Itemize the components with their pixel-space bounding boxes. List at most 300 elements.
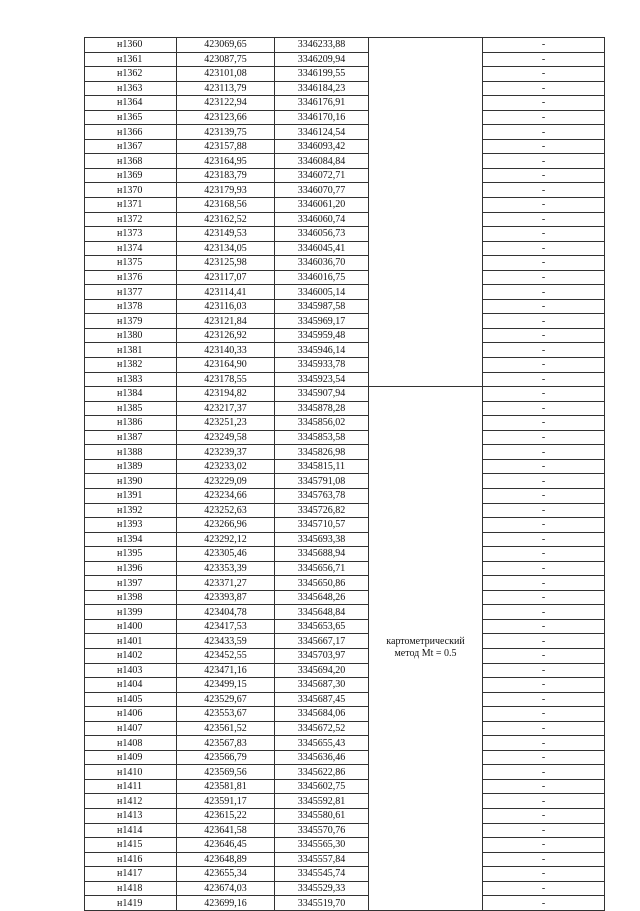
dash-cell: -: [483, 867, 605, 882]
point-id-cell: н1369: [85, 168, 177, 183]
point-id-cell: н1400: [85, 619, 177, 634]
x-coordinate-cell: 423471,16: [177, 663, 275, 678]
dash-cell: -: [483, 401, 605, 416]
coordinates-table: [84, 37, 605, 911]
point-id-cell: н1403: [85, 663, 177, 678]
y-coordinate-cell: 3345650,86: [275, 576, 369, 591]
point-id-cell: н1407: [85, 721, 177, 736]
y-coordinate-cell: 3345815,11: [275, 459, 369, 474]
table-row: [85, 139, 605, 154]
x-coordinate-cell: 423164,95: [177, 154, 275, 169]
dash-cell: -: [483, 707, 605, 722]
x-coordinate-cell: 423140,33: [177, 343, 275, 358]
point-id-cell: н1417: [85, 867, 177, 882]
dash-cell: -: [483, 590, 605, 605]
point-id-cell: н1385: [85, 401, 177, 416]
point-id-cell: н1412: [85, 794, 177, 809]
x-coordinate-cell: 423567,83: [177, 736, 275, 751]
point-id-cell: н1414: [85, 823, 177, 838]
x-coordinate-cell: 423371,27: [177, 576, 275, 591]
point-id-cell: н1389: [85, 459, 177, 474]
y-coordinate-cell: 3345667,17: [275, 634, 369, 649]
table-row: [85, 328, 605, 343]
point-id-cell: н1366: [85, 125, 177, 140]
dash-cell: -: [483, 823, 605, 838]
table-row: [85, 779, 605, 794]
table-row: [85, 474, 605, 489]
table-row: [85, 867, 605, 882]
table-row: [85, 547, 605, 562]
table-row: [85, 154, 605, 169]
table-row: [85, 430, 605, 445]
table-row: [85, 358, 605, 373]
dash-cell: -: [483, 227, 605, 242]
point-id-cell: н1377: [85, 285, 177, 300]
point-id-cell: н1383: [85, 372, 177, 387]
table-row: [85, 721, 605, 736]
point-id-cell: н1387: [85, 430, 177, 445]
point-id-cell: н1405: [85, 692, 177, 707]
x-coordinate-cell: 423699,16: [177, 896, 275, 911]
dash-cell: -: [483, 358, 605, 373]
dash-cell: -: [483, 328, 605, 343]
dash-cell: -: [483, 605, 605, 620]
dash-cell: -: [483, 430, 605, 445]
y-coordinate-cell: 3345687,45: [275, 692, 369, 707]
x-coordinate-cell: 423139,75: [177, 125, 275, 140]
y-coordinate-cell: 3345655,43: [275, 736, 369, 751]
x-coordinate-cell: 423305,46: [177, 547, 275, 562]
dash-cell: -: [483, 547, 605, 562]
x-coordinate-cell: 423194,82: [177, 387, 275, 402]
point-id-cell: н1381: [85, 343, 177, 358]
point-id-cell: н1391: [85, 488, 177, 503]
dash-cell: -: [483, 67, 605, 82]
x-coordinate-cell: 423162,52: [177, 212, 275, 227]
x-coordinate-cell: 423117,07: [177, 270, 275, 285]
table-row: [85, 692, 605, 707]
y-coordinate-cell: 3345959,48: [275, 328, 369, 343]
point-id-cell: н1384: [85, 387, 177, 402]
y-coordinate-cell: 3346070,77: [275, 183, 369, 198]
dash-cell: -: [483, 183, 605, 198]
table-row: [85, 81, 605, 96]
table-row: [85, 896, 605, 911]
table-row: [85, 678, 605, 693]
table-row: [85, 168, 605, 183]
y-coordinate-cell: 3345853,58: [275, 430, 369, 445]
table-row: [85, 808, 605, 823]
y-coordinate-cell: 3345636,46: [275, 750, 369, 765]
x-coordinate-cell: 423393,87: [177, 590, 275, 605]
x-coordinate-cell: 423126,92: [177, 328, 275, 343]
y-coordinate-cell: 3346184,23: [275, 81, 369, 96]
table-row: [85, 270, 605, 285]
dash-cell: -: [483, 692, 605, 707]
dash-cell: -: [483, 532, 605, 547]
x-coordinate-cell: 423183,79: [177, 168, 275, 183]
dash-cell: -: [483, 285, 605, 300]
point-id-cell: н1390: [85, 474, 177, 489]
point-id-cell: н1418: [85, 881, 177, 896]
y-coordinate-cell: 3345946,14: [275, 343, 369, 358]
table-row: [85, 823, 605, 838]
table-row: [85, 416, 605, 431]
point-id-cell: н1382: [85, 358, 177, 373]
y-coordinate-cell: 3345933,78: [275, 358, 369, 373]
point-id-cell: н1395: [85, 547, 177, 562]
y-coordinate-cell: 3346209,94: [275, 52, 369, 67]
table-row: [85, 881, 605, 896]
point-id-cell: н1393: [85, 518, 177, 533]
x-coordinate-cell: 423116,03: [177, 299, 275, 314]
dash-cell: -: [483, 445, 605, 460]
table-row: [85, 503, 605, 518]
x-coordinate-cell: 423233,02: [177, 459, 275, 474]
table-row: [85, 561, 605, 576]
table-row: [85, 387, 605, 402]
point-id-cell: н1401: [85, 634, 177, 649]
table-row: [85, 285, 605, 300]
point-id-cell: н1364: [85, 96, 177, 111]
dash-cell: -: [483, 81, 605, 96]
y-coordinate-cell: 3346233,88: [275, 38, 369, 53]
y-coordinate-cell: 3345987,58: [275, 299, 369, 314]
y-coordinate-cell: 3345969,17: [275, 314, 369, 329]
y-coordinate-cell: 3345684,06: [275, 707, 369, 722]
y-coordinate-cell: 3346072,71: [275, 168, 369, 183]
dash-cell: -: [483, 794, 605, 809]
x-coordinate-cell: 423113,79: [177, 81, 275, 96]
dash-cell: -: [483, 212, 605, 227]
dash-cell: -: [483, 503, 605, 518]
point-id-cell: н1397: [85, 576, 177, 591]
dash-cell: -: [483, 619, 605, 634]
dash-cell: -: [483, 125, 605, 140]
y-coordinate-cell: 3345688,94: [275, 547, 369, 562]
point-id-cell: н1413: [85, 808, 177, 823]
table-row: [85, 212, 605, 227]
x-coordinate-cell: 423581,81: [177, 779, 275, 794]
y-coordinate-cell: 3345580,61: [275, 808, 369, 823]
point-id-cell: н1410: [85, 765, 177, 780]
table-row: [85, 750, 605, 765]
point-id-cell: н1386: [85, 416, 177, 431]
point-id-cell: н1374: [85, 241, 177, 256]
point-id-cell: н1408: [85, 736, 177, 751]
y-coordinate-cell: 3345878,28: [275, 401, 369, 416]
table-row: [85, 401, 605, 416]
y-coordinate-cell: 3346093,42: [275, 139, 369, 154]
point-id-cell: н1376: [85, 270, 177, 285]
point-id-cell: н1396: [85, 561, 177, 576]
table-row: [85, 794, 605, 809]
x-coordinate-cell: 423646,45: [177, 838, 275, 853]
y-coordinate-cell: 3345545,74: [275, 867, 369, 882]
y-coordinate-cell: 3345648,26: [275, 590, 369, 605]
y-coordinate-cell: 3346056,73: [275, 227, 369, 242]
table-row: [85, 838, 605, 853]
table-row: [85, 241, 605, 256]
table-row: [85, 576, 605, 591]
point-id-cell: н1371: [85, 198, 177, 213]
x-coordinate-cell: 423179,93: [177, 183, 275, 198]
table-row: [85, 67, 605, 82]
point-id-cell: н1365: [85, 110, 177, 125]
point-id-cell: н1373: [85, 227, 177, 242]
y-coordinate-cell: 3345694,20: [275, 663, 369, 678]
x-coordinate-cell: 423087,75: [177, 52, 275, 67]
table-row: [85, 110, 605, 125]
y-coordinate-cell: 3346045,41: [275, 241, 369, 256]
y-coordinate-cell: 3345570,76: [275, 823, 369, 838]
point-id-cell: н1402: [85, 648, 177, 663]
y-coordinate-cell: 3346036,70: [275, 256, 369, 271]
point-id-cell: н1392: [85, 503, 177, 518]
y-coordinate-cell: 3345791,08: [275, 474, 369, 489]
method-cell-empty: [369, 38, 483, 387]
table-row: [85, 38, 605, 53]
x-coordinate-cell: 423234,66: [177, 488, 275, 503]
point-id-cell: н1419: [85, 896, 177, 911]
table-row: [85, 125, 605, 140]
point-id-cell: н1361: [85, 52, 177, 67]
x-coordinate-cell: 423134,05: [177, 241, 275, 256]
table-row: [85, 648, 605, 663]
table-row: [85, 96, 605, 111]
x-coordinate-cell: 423353,39: [177, 561, 275, 576]
dash-cell: -: [483, 38, 605, 53]
y-coordinate-cell: 3345687,30: [275, 678, 369, 693]
table-row: [85, 532, 605, 547]
dash-cell: -: [483, 474, 605, 489]
table-row: [85, 605, 605, 620]
table-row: [85, 736, 605, 751]
point-id-cell: н1409: [85, 750, 177, 765]
y-coordinate-cell: 3345726,82: [275, 503, 369, 518]
point-id-cell: н1363: [85, 81, 177, 96]
method-cell: картометрический метод Mt = 0.5: [369, 387, 483, 911]
x-coordinate-cell: 423252,63: [177, 503, 275, 518]
table-row: [85, 52, 605, 67]
point-id-cell: н1378: [85, 299, 177, 314]
point-id-cell: н1372: [85, 212, 177, 227]
x-coordinate-cell: 423101,08: [177, 67, 275, 82]
y-coordinate-cell: 3345519,70: [275, 896, 369, 911]
point-id-cell: н1398: [85, 590, 177, 605]
x-coordinate-cell: 423615,22: [177, 808, 275, 823]
y-coordinate-cell: 3345763,78: [275, 488, 369, 503]
x-coordinate-cell: 423655,34: [177, 867, 275, 882]
dash-cell: -: [483, 852, 605, 867]
y-coordinate-cell: 3345602,75: [275, 779, 369, 794]
dash-cell: -: [483, 518, 605, 533]
dash-cell: -: [483, 387, 605, 402]
x-coordinate-cell: 423561,52: [177, 721, 275, 736]
y-coordinate-cell: 3345710,57: [275, 518, 369, 533]
table-row: [85, 314, 605, 329]
table-row: [85, 619, 605, 634]
x-coordinate-cell: 423566,79: [177, 750, 275, 765]
table-row: [85, 488, 605, 503]
dash-cell: -: [483, 416, 605, 431]
dash-cell: -: [483, 372, 605, 387]
dash-cell: -: [483, 765, 605, 780]
table-row: [85, 518, 605, 533]
dash-cell: -: [483, 168, 605, 183]
table-row: [85, 256, 605, 271]
x-coordinate-cell: 423641,58: [177, 823, 275, 838]
point-id-cell: н1379: [85, 314, 177, 329]
y-coordinate-cell: 3345693,38: [275, 532, 369, 547]
x-coordinate-cell: 423266,96: [177, 518, 275, 533]
dash-cell: -: [483, 299, 605, 314]
x-coordinate-cell: 423239,37: [177, 445, 275, 460]
table-row: [85, 183, 605, 198]
x-coordinate-cell: 423404,78: [177, 605, 275, 620]
y-coordinate-cell: 3345592,81: [275, 794, 369, 809]
x-coordinate-cell: 423149,53: [177, 227, 275, 242]
dash-cell: -: [483, 198, 605, 213]
dash-cell: -: [483, 256, 605, 271]
x-coordinate-cell: 423591,17: [177, 794, 275, 809]
dash-cell: -: [483, 808, 605, 823]
y-coordinate-cell: 3345529,33: [275, 881, 369, 896]
y-coordinate-cell: 3346061,20: [275, 198, 369, 213]
table-row: [85, 198, 605, 213]
dash-cell: -: [483, 52, 605, 67]
y-coordinate-cell: 3346199,55: [275, 67, 369, 82]
dash-cell: -: [483, 561, 605, 576]
y-coordinate-cell: 3345907,94: [275, 387, 369, 402]
point-id-cell: н1404: [85, 678, 177, 693]
dash-cell: -: [483, 270, 605, 285]
x-coordinate-cell: 423251,23: [177, 416, 275, 431]
dash-cell: -: [483, 459, 605, 474]
point-id-cell: н1399: [85, 605, 177, 620]
table-row: [85, 343, 605, 358]
dash-cell: -: [483, 488, 605, 503]
y-coordinate-cell: 3345923,54: [275, 372, 369, 387]
dash-cell: -: [483, 838, 605, 853]
dash-cell: -: [483, 96, 605, 111]
y-coordinate-cell: 3346005,14: [275, 285, 369, 300]
coordinates-table-wrapper: [84, 37, 604, 911]
table-row: [85, 663, 605, 678]
dash-cell: -: [483, 139, 605, 154]
table-row: [85, 852, 605, 867]
point-id-cell: н1367: [85, 139, 177, 154]
table-row: [85, 372, 605, 387]
y-coordinate-cell: 3345856,02: [275, 416, 369, 431]
y-coordinate-cell: 3345565,30: [275, 838, 369, 853]
x-coordinate-cell: 423114,41: [177, 285, 275, 300]
y-coordinate-cell: 3345672,52: [275, 721, 369, 736]
x-coordinate-cell: 423164,90: [177, 358, 275, 373]
table-row: [85, 445, 605, 460]
x-coordinate-cell: 423452,55: [177, 648, 275, 663]
x-coordinate-cell: 423157,88: [177, 139, 275, 154]
dash-cell: -: [483, 881, 605, 896]
point-id-cell: н1370: [85, 183, 177, 198]
dash-cell: -: [483, 314, 605, 329]
x-coordinate-cell: 423417,53: [177, 619, 275, 634]
point-id-cell: н1380: [85, 328, 177, 343]
x-coordinate-cell: 423178,55: [177, 372, 275, 387]
y-coordinate-cell: 3345653,65: [275, 619, 369, 634]
x-coordinate-cell: 423069,65: [177, 38, 275, 53]
point-id-cell: н1411: [85, 779, 177, 794]
x-coordinate-cell: 423674,03: [177, 881, 275, 896]
x-coordinate-cell: 423168,56: [177, 198, 275, 213]
y-coordinate-cell: 3345622,86: [275, 765, 369, 780]
y-coordinate-cell: 3346124,54: [275, 125, 369, 140]
y-coordinate-cell: 3345648,84: [275, 605, 369, 620]
y-coordinate-cell: 3345703,97: [275, 648, 369, 663]
point-id-cell: н1360: [85, 38, 177, 53]
dash-cell: -: [483, 154, 605, 169]
x-coordinate-cell: 423292,12: [177, 532, 275, 547]
dash-cell: -: [483, 241, 605, 256]
point-id-cell: н1394: [85, 532, 177, 547]
x-coordinate-cell: 423569,56: [177, 765, 275, 780]
y-coordinate-cell: 3345826,98: [275, 445, 369, 460]
x-coordinate-cell: 423229,09: [177, 474, 275, 489]
table-row: [85, 459, 605, 474]
point-id-cell: н1406: [85, 707, 177, 722]
dash-cell: -: [483, 779, 605, 794]
table-row: [85, 299, 605, 314]
y-coordinate-cell: 3345557,84: [275, 852, 369, 867]
x-coordinate-cell: 423125,98: [177, 256, 275, 271]
x-coordinate-cell: 423433,59: [177, 634, 275, 649]
dash-cell: -: [483, 663, 605, 678]
dash-cell: -: [483, 110, 605, 125]
dash-cell: -: [483, 896, 605, 911]
table-row: [85, 590, 605, 605]
point-id-cell: н1375: [85, 256, 177, 271]
x-coordinate-cell: 423529,67: [177, 692, 275, 707]
dash-cell: -: [483, 576, 605, 591]
dash-cell: -: [483, 721, 605, 736]
point-id-cell: н1388: [85, 445, 177, 460]
dash-cell: -: [483, 343, 605, 358]
point-id-cell: н1415: [85, 838, 177, 853]
x-coordinate-cell: 423122,94: [177, 96, 275, 111]
table-row: [85, 634, 605, 649]
y-coordinate-cell: 3346060,74: [275, 212, 369, 227]
dash-cell: -: [483, 648, 605, 663]
coordinates-table-body: [85, 38, 605, 911]
x-coordinate-cell: 423123,66: [177, 110, 275, 125]
x-coordinate-cell: 423121,84: [177, 314, 275, 329]
y-coordinate-cell: 3346084,84: [275, 154, 369, 169]
x-coordinate-cell: 423553,67: [177, 707, 275, 722]
point-id-cell: н1416: [85, 852, 177, 867]
x-coordinate-cell: 423648,89: [177, 852, 275, 867]
y-coordinate-cell: 3346170,16: [275, 110, 369, 125]
x-coordinate-cell: 423249,58: [177, 430, 275, 445]
dash-cell: -: [483, 678, 605, 693]
table-row: [85, 707, 605, 722]
dash-cell: -: [483, 736, 605, 751]
y-coordinate-cell: 3346176,91: [275, 96, 369, 111]
x-coordinate-cell: 423217,37: [177, 401, 275, 416]
point-id-cell: н1362: [85, 67, 177, 82]
x-coordinate-cell: 423499,15: [177, 678, 275, 693]
y-coordinate-cell: 3346016,75: [275, 270, 369, 285]
dash-cell: -: [483, 634, 605, 649]
